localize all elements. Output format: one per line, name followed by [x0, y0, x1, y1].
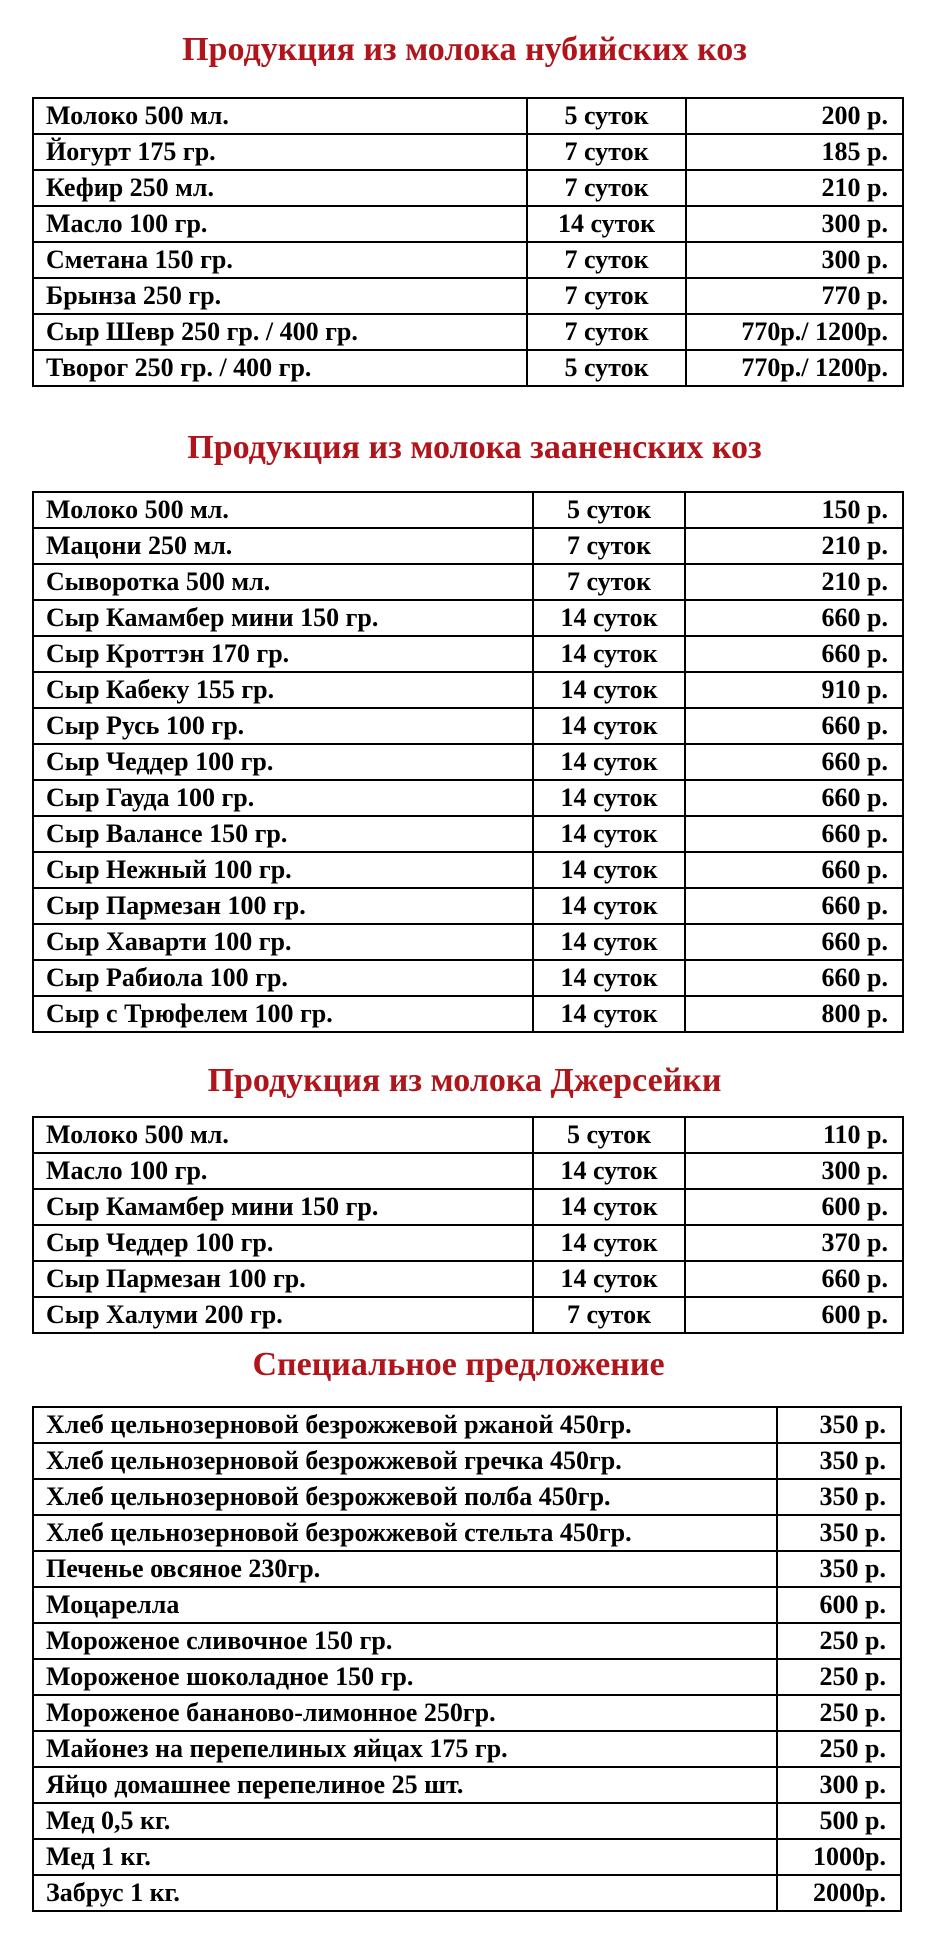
- shelf-life: 7 суток: [527, 314, 686, 350]
- table-row: [33, 1443, 901, 1479]
- table-row: [33, 1225, 903, 1261]
- shelf-life: 14 суток: [533, 960, 685, 996]
- section-title-saanen: Продукция из молока зааненских коз: [187, 429, 762, 466]
- shelf-life: 5 суток: [533, 492, 685, 528]
- product-price: 660 р.: [685, 1261, 903, 1297]
- shelf-life: 14 суток: [533, 1225, 685, 1261]
- product-name: Сыр Чеддер 100 гр.: [33, 744, 533, 780]
- table-row: [33, 1261, 903, 1297]
- product-price: 250 р.: [777, 1695, 901, 1731]
- product-name: Масло 100 гр.: [33, 1153, 533, 1189]
- product-price: 350 р.: [777, 1551, 901, 1587]
- product-name: Молоко 500 мл.: [33, 1117, 533, 1153]
- shelf-life: 14 суток: [533, 1153, 685, 1189]
- product-name: Мороженое шоколадное 150 гр.: [33, 1659, 777, 1695]
- table-row: [33, 1623, 901, 1659]
- table-row: [33, 528, 903, 564]
- table-row: [33, 1297, 903, 1333]
- product-name: Сыр Шевр 250 гр. / 400 гр.: [33, 314, 527, 350]
- product-name: Масло 100 гр.: [33, 206, 527, 242]
- product-price: 350 р.: [777, 1479, 901, 1515]
- table-row: [33, 1731, 901, 1767]
- product-name: Сметана 150 гр.: [33, 242, 527, 278]
- table-row: [33, 744, 903, 780]
- product-name: Мороженое сливочное 150 гр.: [33, 1623, 777, 1659]
- product-price: 660 р.: [685, 600, 903, 636]
- product-name: Кефир 250 мл.: [33, 170, 527, 206]
- product-price: 350 р.: [777, 1407, 901, 1443]
- product-name: Хлеб цельнозерновой безрожжевой ржаной 450гр.: [33, 1407, 777, 1443]
- shelf-life: 5 суток: [527, 350, 686, 386]
- product-name: Брынза 250 гр.: [33, 278, 527, 314]
- shelf-life: 14 суток: [533, 780, 685, 816]
- product-price: 660 р.: [685, 852, 903, 888]
- product-price: 600 р.: [685, 1189, 903, 1225]
- table-row: [33, 852, 903, 888]
- product-price: 660 р.: [685, 816, 903, 852]
- product-name: Мороженое бананово-лимонное 250гр.: [33, 1695, 777, 1731]
- shelf-life: 14 суток: [533, 600, 685, 636]
- product-name: Хлеб цельнозерновой безрожжевой полба 450гр.: [33, 1479, 777, 1515]
- product-price: 250 р.: [777, 1731, 901, 1767]
- shelf-life: 14 суток: [533, 924, 685, 960]
- product-price: 350 р.: [777, 1515, 901, 1551]
- product-price: 185 р.: [686, 134, 903, 170]
- shelf-life: 7 суток: [533, 564, 685, 600]
- product-price: 910 р.: [685, 672, 903, 708]
- table-row: [33, 1189, 903, 1225]
- shelf-life: 5 суток: [527, 98, 686, 134]
- table-row: [33, 314, 903, 350]
- table-row: [33, 996, 903, 1032]
- shelf-life: 14 суток: [533, 852, 685, 888]
- table-row: [33, 1515, 901, 1551]
- table-row: [33, 816, 903, 852]
- product-name: Сыр Чеддер 100 гр.: [33, 1225, 533, 1261]
- product-name: Сыр Кабеку 155 гр.: [33, 672, 533, 708]
- shelf-life: 7 суток: [527, 134, 686, 170]
- product-price: 2000р.: [777, 1875, 901, 1911]
- product-price: 300 р.: [685, 1153, 903, 1189]
- table-row: [33, 170, 903, 206]
- product-price: 210 р.: [686, 170, 903, 206]
- product-price: 210 р.: [685, 564, 903, 600]
- product-name: Сыр Пармезан 100 гр.: [33, 1261, 533, 1297]
- product-price: 150 р.: [685, 492, 903, 528]
- product-name: Сыр Нежный 100 гр.: [33, 852, 533, 888]
- table-row: [33, 1767, 901, 1803]
- shelf-life: 7 суток: [527, 242, 686, 278]
- table-row: [33, 672, 903, 708]
- table-row: [33, 636, 903, 672]
- product-name: Хлеб цельнозерновой безрожжевой гречка 450гр.: [33, 1443, 777, 1479]
- section-title-jersey: Продукция из молока Джерсейки: [207, 1062, 722, 1099]
- shelf-life: 7 суток: [533, 1297, 685, 1333]
- shelf-life: 14 суток: [533, 636, 685, 672]
- product-name: Забрус 1 кг.: [33, 1875, 777, 1911]
- table-row: [33, 888, 903, 924]
- product-name: Йогурт 175 гр.: [33, 134, 527, 170]
- table-row: [33, 206, 903, 242]
- shelf-life: 14 суток: [533, 672, 685, 708]
- table-row: [33, 1803, 901, 1839]
- product-name: Сыр Камамбер мини 150 гр.: [33, 600, 533, 636]
- product-price: 350 р.: [777, 1443, 901, 1479]
- product-name: Сыр Пармезан 100 гр.: [33, 888, 533, 924]
- table-row: [33, 134, 903, 170]
- product-name: Моцарелла: [33, 1587, 777, 1623]
- product-price: 370 р.: [685, 1225, 903, 1261]
- table-row: [33, 492, 903, 528]
- product-name: Сыр Камамбер мини 150 гр.: [33, 1189, 533, 1225]
- product-price: 660 р.: [685, 744, 903, 780]
- product-name: Мацони 250 мл.: [33, 528, 533, 564]
- shelf-life: 14 суток: [533, 996, 685, 1032]
- product-name: Яйцо домашнее перепелиное 25 шт.: [33, 1767, 777, 1803]
- table-row: [33, 1695, 901, 1731]
- product-price: 600 р.: [777, 1587, 901, 1623]
- product-name: Сыр Валансе 150 гр.: [33, 816, 533, 852]
- product-price: 110 р.: [685, 1117, 903, 1153]
- product-price: 770р./ 1200р.: [686, 350, 903, 386]
- table-row: [33, 350, 903, 386]
- shelf-life: 7 суток: [527, 278, 686, 314]
- product-name: Сыворотка 500 мл.: [33, 564, 533, 600]
- product-price: 500 р.: [777, 1803, 901, 1839]
- product-name: Майонез на перепелиных яйцах 175 гр.: [33, 1731, 777, 1767]
- product-name: Мед 1 кг.: [33, 1839, 777, 1875]
- product-name: Сыр Гауда 100 гр.: [33, 780, 533, 816]
- table-row: [33, 1407, 901, 1443]
- product-price: 250 р.: [777, 1659, 901, 1695]
- table-row: [33, 98, 903, 134]
- table-row: [33, 1551, 901, 1587]
- product-name: Мед 0,5 кг.: [33, 1803, 777, 1839]
- table-row: [33, 708, 903, 744]
- product-price: 660 р.: [685, 924, 903, 960]
- product-price: 300 р.: [686, 206, 903, 242]
- shelf-life: 14 суток: [533, 708, 685, 744]
- table-row: [33, 1839, 901, 1875]
- product-price: 800 р.: [685, 996, 903, 1032]
- product-name: Сыр Халуми 200 гр.: [33, 1297, 533, 1333]
- section-title-nubian: Продукция из молока нубийских коз: [182, 31, 747, 68]
- product-name: Молоко 500 мл.: [33, 492, 533, 528]
- product-name: Молоко 500 мл.: [33, 98, 527, 134]
- price-table-nubian: [32, 97, 904, 387]
- shelf-life: 7 суток: [527, 170, 686, 206]
- product-name: Сыр Хаварти 100 гр.: [33, 924, 533, 960]
- table-row: [33, 600, 903, 636]
- product-name: Сыр Русь 100 гр.: [33, 708, 533, 744]
- product-price: 600 р.: [685, 1297, 903, 1333]
- table-row: [33, 278, 903, 314]
- product-price: 660 р.: [685, 708, 903, 744]
- table-row: [33, 1153, 903, 1189]
- product-name: Сыр Рабиола 100 гр.: [33, 960, 533, 996]
- product-name: Хлеб цельнозерновой безрожжевой стельта 450гр.: [33, 1515, 777, 1551]
- product-price: 660 р.: [685, 780, 903, 816]
- shelf-life: 14 суток: [527, 206, 686, 242]
- product-price: 210 р.: [685, 528, 903, 564]
- product-price: 660 р.: [685, 960, 903, 996]
- product-name: Сыр с Трюфелем 100 гр.: [33, 996, 533, 1032]
- table-row: [33, 1587, 901, 1623]
- product-price: 770 р.: [686, 278, 903, 314]
- product-price: 250 р.: [777, 1623, 901, 1659]
- product-price: 1000р.: [777, 1839, 901, 1875]
- product-price: 300 р.: [777, 1767, 901, 1803]
- section-title-special-offer: Специальное предложение: [252, 1346, 665, 1383]
- shelf-life: 5 суток: [533, 1117, 685, 1153]
- price-table-saanen: [32, 491, 904, 1033]
- table-row: [33, 960, 903, 996]
- price-table-jersey: [32, 1116, 904, 1334]
- product-name: Творог 250 гр. / 400 гр.: [33, 350, 527, 386]
- product-price: 770р./ 1200р.: [686, 314, 903, 350]
- table-row: [33, 1479, 901, 1515]
- shelf-life: 14 суток: [533, 816, 685, 852]
- product-price: 200 р.: [686, 98, 903, 134]
- table-row: [33, 780, 903, 816]
- price-table-special-offer: [32, 1406, 902, 1912]
- product-price: 300 р.: [686, 242, 903, 278]
- product-name: Печенье овсяное 230гр.: [33, 1551, 777, 1587]
- shelf-life: 14 суток: [533, 1261, 685, 1297]
- product-name: Сыр Кроттэн 170 гр.: [33, 636, 533, 672]
- shelf-life: 7 суток: [533, 528, 685, 564]
- shelf-life: 14 суток: [533, 888, 685, 924]
- table-row: [33, 564, 903, 600]
- table-row: [33, 1659, 901, 1695]
- shelf-life: 14 суток: [533, 1189, 685, 1225]
- table-row: [33, 924, 903, 960]
- product-price: 660 р.: [685, 888, 903, 924]
- table-row: [33, 1117, 903, 1153]
- table-row: [33, 1875, 901, 1911]
- product-price: 660 р.: [685, 636, 903, 672]
- shelf-life: 14 суток: [533, 744, 685, 780]
- table-row: [33, 242, 903, 278]
